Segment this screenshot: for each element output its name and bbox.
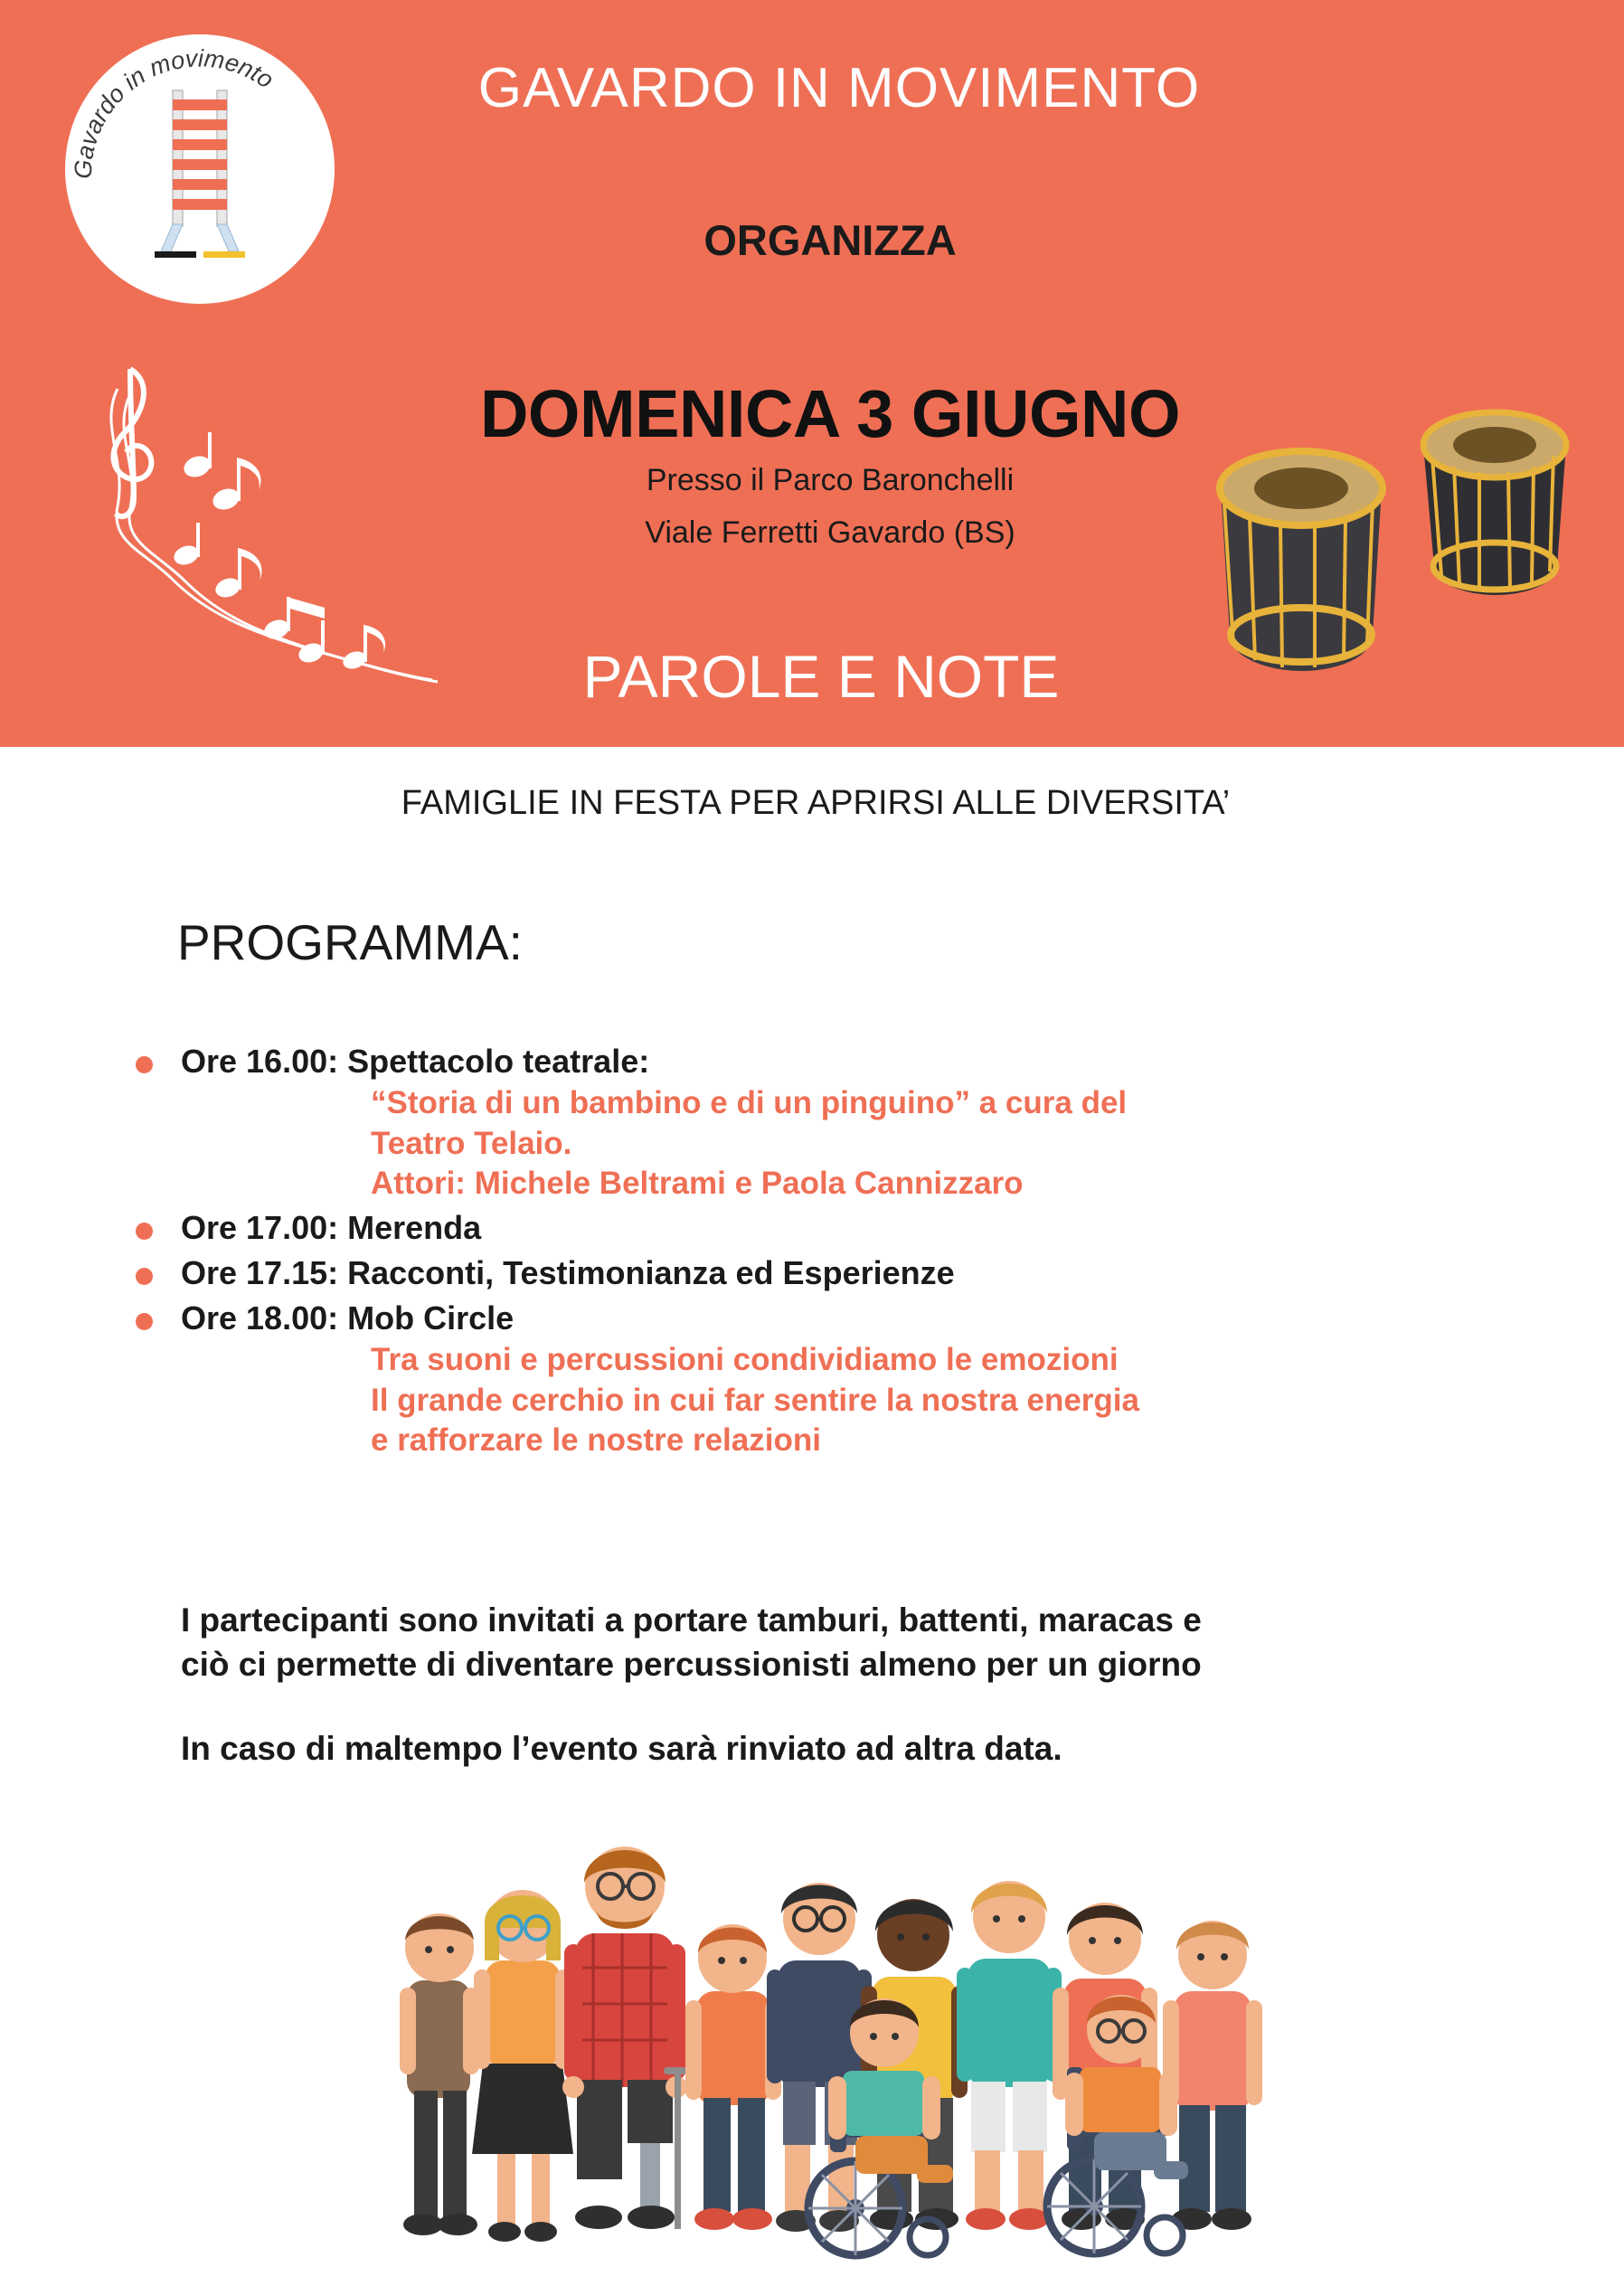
person-figure: [685, 1924, 781, 2230]
bullet-icon: [136, 1268, 153, 1285]
agenda-item-main: Ore 18.00: Mob Circle: [181, 1299, 515, 1337]
agenda-item-main: Ore 16.00: Spettacolo teatrale:: [181, 1043, 650, 1080]
notes-paragraph-2: In caso di maltempo l’evento sarà rinviato ad altra data.: [181, 1729, 1062, 1767]
agenda-item-main: Ore 17.15: Racconti, Testimonianza ed Esperienze: [181, 1254, 955, 1292]
programma-heading: PROGRAMMA:: [177, 914, 523, 970]
person-figure: [400, 1913, 479, 2235]
poster-header-band: [0, 0, 1624, 747]
list-item: [130, 1297, 1523, 1461]
event-title: PAROLE E NOTE: [582, 643, 1060, 710]
closing-notes: [181, 1599, 1555, 1771]
notes-paragraph-1-line-1: I partecipanti sono invitati a portare tamburi, battenti, maracas e: [181, 1601, 1202, 1639]
notes-paragraph-1-line-2: ciò ci permette di diventare percussionisti almeno per un giorno: [181, 1645, 1202, 1683]
agenda-item-sub: Tra suoni e percussioni condividiamo le emozioni: [371, 1341, 1119, 1377]
bullet-icon: [136, 1313, 153, 1330]
list-item: [130, 1206, 1523, 1250]
agenda-item-sub: Il grande cerchio in cui far sentire la nostra energia: [371, 1382, 1139, 1418]
svg-text:Gavardo in movimento: Gavardo in movimento: [69, 44, 279, 180]
person-figure: [1163, 1921, 1262, 2230]
person-figure: [472, 1890, 573, 2242]
bullet-icon: [136, 1223, 153, 1240]
organizza-label: ORGANIZZA: [703, 216, 957, 264]
event-date: DOMENICA 3 GIUGNO: [479, 376, 1181, 451]
agenda-list: [130, 1040, 1523, 1463]
person-figure: [562, 1847, 687, 2229]
poster-subtitle: FAMIGLIE IN FESTA PER APRIRSI ALLE DIVERSITA’: [401, 784, 1231, 822]
agenda-item-sub: Attori: Michele Beltrami e Paola Cannizzaro: [371, 1166, 1024, 1202]
list-item: [130, 1040, 1523, 1204]
diverse-group-illustration: [360, 1800, 1282, 2270]
venue-line-2: Viale Ferretti Gavardo (BS): [645, 515, 1015, 550]
list-item: [130, 1252, 1523, 1295]
venue-line-1: Presso il Parco Baronchelli: [646, 463, 1015, 497]
agenda-item-sub: e rafforzare le nostre relazioni: [371, 1422, 821, 1459]
person-figure: [957, 1881, 1062, 2230]
organization-title: GAVARDO IN MOVIMENTO: [477, 57, 1201, 119]
agenda-item-main: Ore 17.00: Merenda: [181, 1209, 482, 1247]
bullet-icon: [136, 1056, 153, 1073]
agenda-item-sub: “Storia di un bambino e di un pinguino” a cura del: [371, 1084, 1128, 1120]
agenda-item-sub: Teatro Telaio.: [371, 1125, 572, 1161]
